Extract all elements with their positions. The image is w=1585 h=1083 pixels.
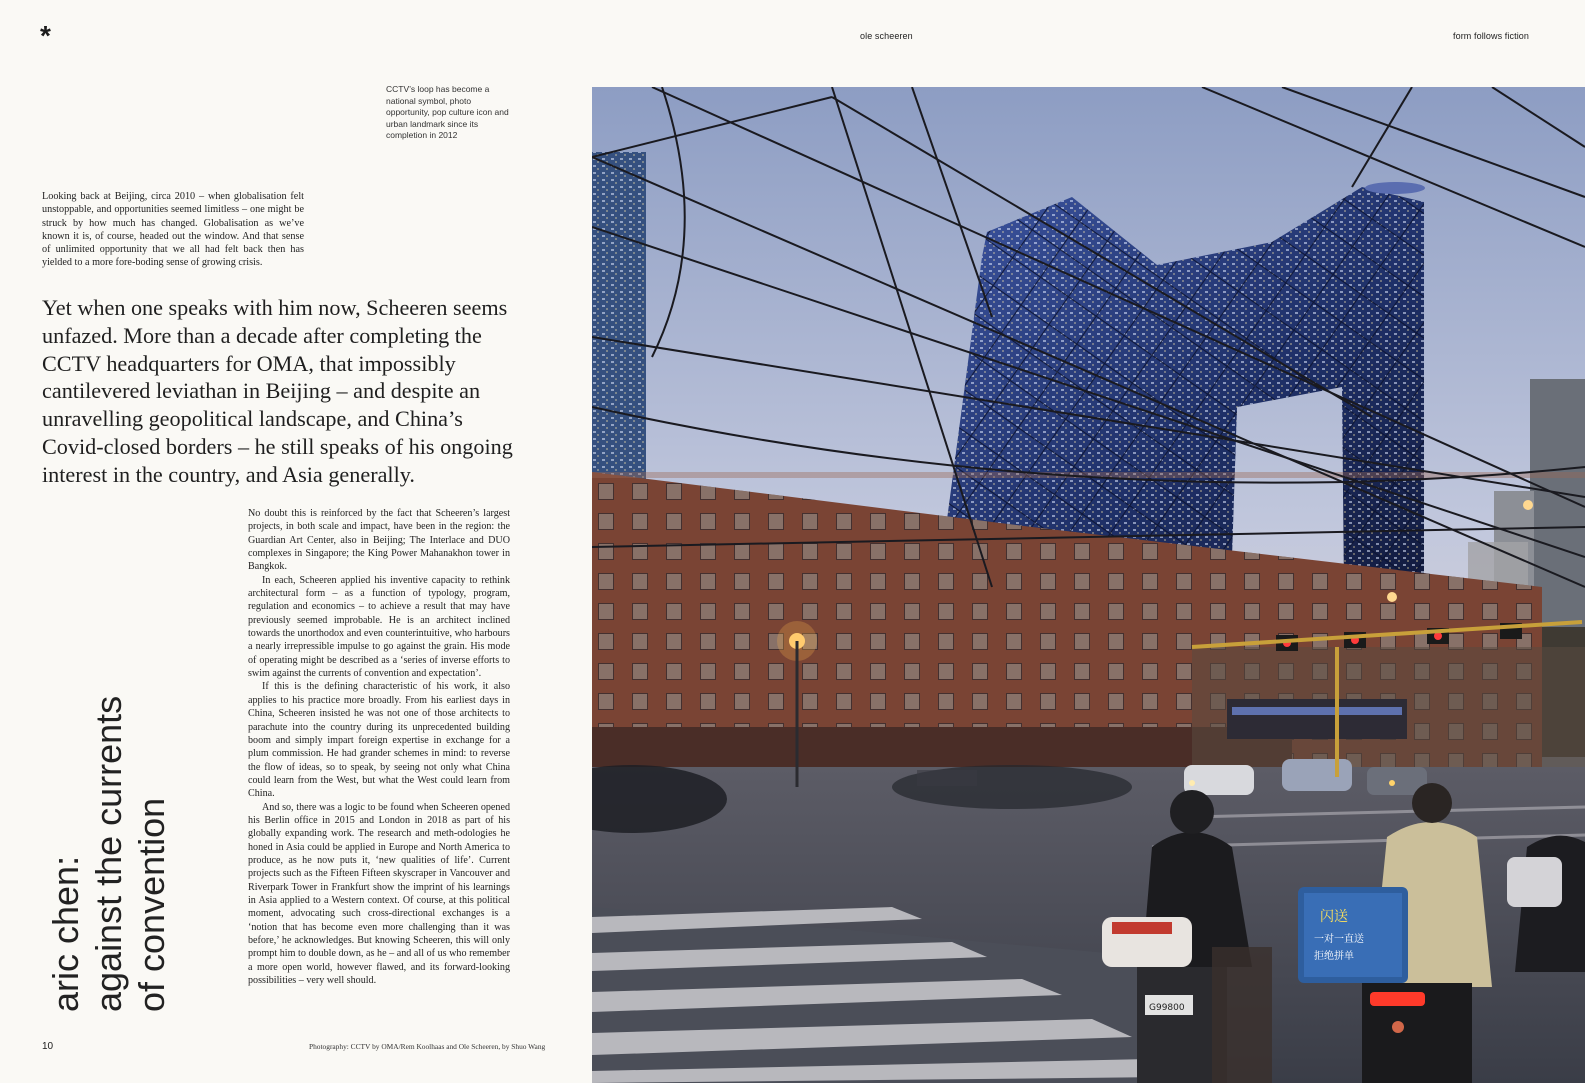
license-plate: G99800 <box>1149 1003 1185 1013</box>
body-paragraph: In each, Scheeren applied his inventive capacity to rethink architectural form – as a function of typology, program, regulation and economics – to achieve a result that may have previously seemed improbable. He is an architect inclined towards the unorthodox and even counterintuitive, who harbours a nearly irrepressible impulse to go against the grain. His mode of operating might be described as a ‘series of inverse efforts to swim against the currents of convention and expectation’. <box>248 574 510 680</box>
page-number: 10 <box>42 1041 54 1052</box>
photo-caption: CCTV’s loop has become a national symbol, photo opportunity, pop culture icon and urban landmark since its completion in 2012 <box>386 84 509 140</box>
delivery-box-text-2: 拒绝拼单 <box>1314 951 1354 962</box>
intro-paragraph: Looking back at Beijing, circa 2010 – when globalisation felt unstoppable, and opportunities seemed limitless – one might be struck by how much has changed. Globalisation as we’ve known it is, of course, headed out the window. And that sense of unlimited opportunity that we all had felt back then has yielded to a more fore-boding sense of growing crisis. <box>42 191 304 269</box>
asterisk-mark: * <box>40 20 51 51</box>
body-paragraph: If this is the defining characteristic of his work, it also applies to his practice more broadly. From his earliest days in China, Scheeren insisted he was not one of those architects to parachute into the country during its unprecedented building boom and simply impart foreign expertise in exchange for a plum commission. He had grander schemes in mind: to reverse the flow of ideas, so to speak, by seeing not only what China could learn from the West, but what the West could learn from China. <box>248 681 510 800</box>
body-paragraph: No doubt this is reinforced by the fact that Scheeren’s largest projects, in both scale and impact, have been in the region: the Guardian Art Center, also in Beijing; The Interlace and DUO complexes in Singapore; the King Power Mahanakhon tower in Bangkok. <box>248 508 510 573</box>
running-header-title: form follows fiction <box>1453 31 1530 41</box>
delivery-box-text: 一对一直送 <box>1314 934 1364 945</box>
photo-credit: Photography: CCTV by OMA/Rem Koolhaas and Ole Scheeren, by Shuo Wang <box>309 1042 546 1051</box>
body-paragraph: And so, there was a logic to be found when Scheeren opened his Berlin office in 2015 and London in 2018 as part of his globally expanding work. The research and meth-odologies he honed in Asia could be applied in Europe and North America to produce, as he now puts it, ‘new qualities of life’. Current projects such as the Fifteen Fifteen skyscraper in Vancouver and Riverpark Tower in Frankfurt show the imprint of his learnings in Asia applied to a Western context. Of course, at this political moment, advocating such cross-directional exchanges is a ‘notion that has become even more challenging than it was before,’ he acknowledges. But knowing Scheeren, this will only prompt him to double down, as he – and all of us who remember a more open world, however flawed, and its forward-looking possibilities – very well should. <box>248 801 510 987</box>
cctv-photograph <box>592 87 1585 1083</box>
title-line-2: against the currents <box>88 695 129 1012</box>
article-title <box>44 652 173 1012</box>
delivery-box-logo: 闪送 <box>1320 909 1348 925</box>
pull-quote: Yet when one speaks with him now, Scheeren seems unfazed. More than a decade after completing the CCTV headquarters for OMA, that impossibly cantilevered leviathan in Beijing – and despite an unravelling geopolitical landscape, and China’s Covid-closed borders – he still speaks of his ongoing interest in the country, and Asia generally. <box>42 295 513 487</box>
title-author: aric chen: <box>45 855 86 1012</box>
running-header-section: ole scheeren <box>860 31 913 41</box>
body-text-column <box>248 507 510 987</box>
title-line-3: of convention <box>131 797 172 1012</box>
